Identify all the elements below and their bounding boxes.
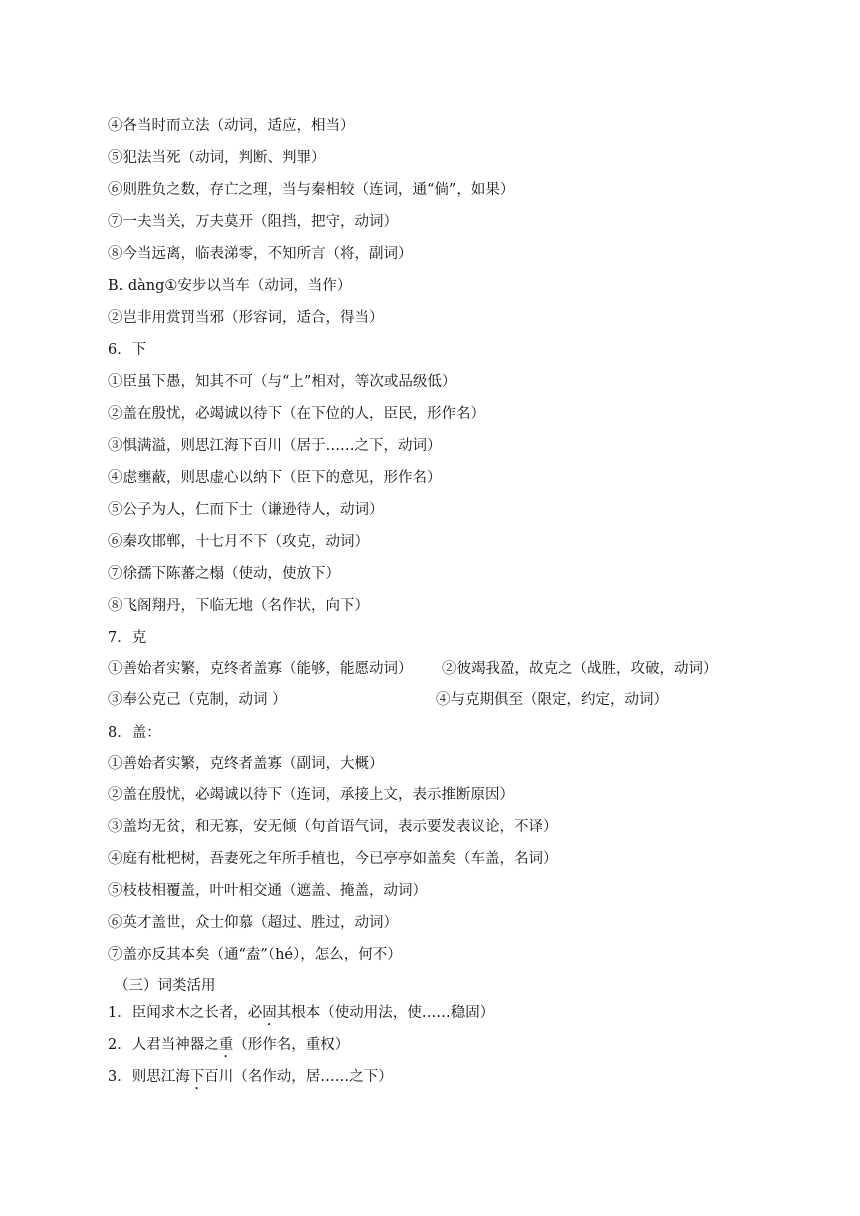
text-line: ⑧今当远离，临表涕零，不知所言（将，副词） <box>108 246 413 262</box>
usage-line: 2．人君当神器之重（形作名，重权） <box>108 1037 350 1053</box>
section-title-word-usage: （三）词类活用 <box>114 978 216 994</box>
text-line: B. dàng①安步以当车（动词，当作） <box>108 278 352 294</box>
text-line: ⑥英才盖世，众士仰慕（超过、胜过，动词） <box>108 915 398 931</box>
text-line: ⑦盖亦反其本矣（通“盍”（hé），怎么，何不） <box>108 947 402 963</box>
text-line: ⑦一夫当关，万夫莫开（阻挡，把守，动词） <box>108 214 398 230</box>
section-heading-ke: 7．克 <box>108 630 147 646</box>
section-heading-xia: 6．下 <box>108 342 147 358</box>
section-heading-gai: 8．盖： <box>108 725 161 741</box>
text-line: ②盖在殷忧，必竭诚以待下（在下位的人，臣民，形作名） <box>108 406 485 422</box>
text-line: ④庭有枇杷树，吾妻死之年所手植也，今已亭亭如盖矣（车盖，名词） <box>108 851 558 867</box>
text-line: ⑤公子为人，仁而下士（谦逊待人，动词） <box>108 502 384 518</box>
usage-line: 3．则思江海下百川（名作动，居……之下） <box>108 1069 393 1085</box>
text-line: ②岂非用赏罚当邪（形容词，适合，得当） <box>108 310 384 326</box>
text-line: ⑥秦攻邯郸，十七月不下（攻克，动词） <box>108 534 369 550</box>
text-line: ①臣虽下愚，知其不可（与“上”相对，等次或品级低） <box>108 374 457 390</box>
emphasized-char: 固 <box>262 1005 277 1021</box>
text-line: ⑤犯法当死（动词，判断、判罪） <box>108 150 326 166</box>
ke-row-1-left: ①善始者实繁，克终者盖寡（能够，能愿动词） <box>108 661 413 677</box>
text-line: ⑦徐孺下陈蕃之榻（使动，使放下） <box>108 566 340 582</box>
text-line: ⑥则胜负之数，存亡之理，当与秦相较（连词，通“倘”，如果） <box>108 182 515 198</box>
text-line: ⑤枝枝相覆盖，叶叶相交通（遮盖、掩盖，动词） <box>108 883 427 899</box>
ke-row-2-left: ③奉公克己（克制，动词 ） <box>108 692 287 708</box>
emphasized-char: 下 <box>189 1069 205 1085</box>
text-line: ④各当时而立法（动词，适应，相当） <box>108 118 355 134</box>
text-line: ②盖在殷忧，必竭诚以待下（连词，承接上文，表示推断原因） <box>108 787 514 803</box>
text-line: ③盖均无贫，和无寡，安无倾（句首语气词，表示要发表议论，不译） <box>108 819 558 835</box>
text-line: ⑧飞阁翔丹，下临无地（名作状，向下） <box>108 598 369 614</box>
text-line: ①善始者实繁，克终者盖寡（副词，大概） <box>108 756 384 772</box>
text-line: ③惧满溢，则思江海下百川（居于……之下，动词） <box>108 438 442 454</box>
ke-row-2-right: ④与克期俱至（限定，约定，动词） <box>436 692 668 708</box>
ke-row-1-right: ②彼竭我盈，故克之（战胜，攻破，动词） <box>442 661 718 677</box>
text-line: ④虑壅蔽，则思虚心以纳下（臣下的意见，形作名） <box>108 470 442 486</box>
emphasized-char: 重 <box>218 1037 234 1053</box>
usage-line: 1．臣闻求木之长者，必固其根本（使动用法，使……稳固） <box>108 1005 495 1021</box>
